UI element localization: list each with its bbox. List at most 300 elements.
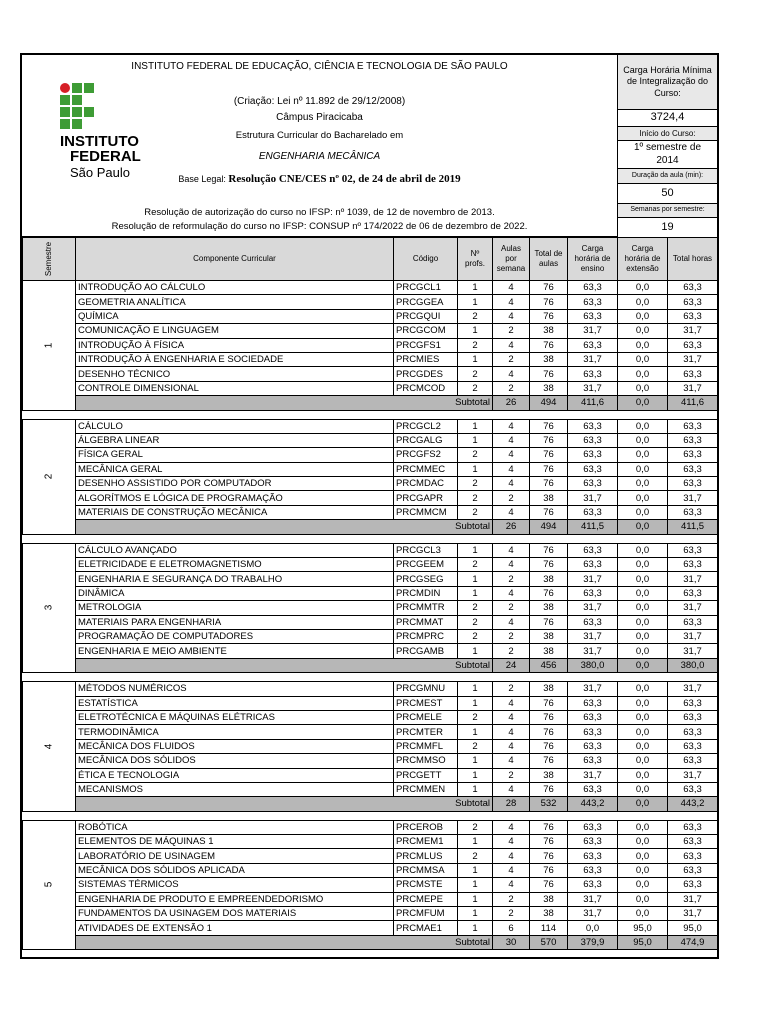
component-name: ELETROTÉCNICA E MÁQUINAS ELÉTRICAS <box>76 710 394 724</box>
extension-hours: 0,0 <box>618 367 668 381</box>
subtotal-label: Subtotal <box>76 396 493 410</box>
profs-count: 1 <box>458 696 493 710</box>
table-row <box>23 696 718 710</box>
extension-hours: 0,0 <box>618 892 668 906</box>
total-hours: 63,3 <box>668 820 718 834</box>
teaching-hours: 31,7 <box>568 352 618 366</box>
total-hours: 31,7 <box>668 491 718 505</box>
component-code: PRCGEEM <box>394 558 458 572</box>
total-classes: 76 <box>530 367 568 381</box>
table-row <box>23 338 718 352</box>
table-row <box>23 682 718 696</box>
semester-number: 1 <box>23 281 76 411</box>
table-row <box>23 601 718 615</box>
total-classes: 76 <box>530 725 568 739</box>
component-code: PRCMEST <box>394 696 458 710</box>
component-name: ALGORÍTMOS E LÓGICA DE PROGRAMAÇÃO <box>76 491 394 505</box>
weekly-classes: 4 <box>493 419 530 433</box>
teaching-hours: 31,7 <box>568 491 618 505</box>
reformulation-resolution: Resolução de reformulação do curso no IFSP: CONSUP nº 174/2022 de 06 de dezembro de 2022. <box>111 221 528 232</box>
component-code: PRCGAPR <box>394 491 458 505</box>
col-teaching-hours: Carga horária de ensino <box>568 238 618 281</box>
component-name: CÁLCULO <box>76 419 394 433</box>
legal-base <box>22 173 617 185</box>
total-hours: 31,7 <box>668 352 718 366</box>
component-code: PRCMMEC <box>394 462 458 476</box>
extension-hours: 0,0 <box>618 739 668 753</box>
weeks-value: 19 <box>618 218 717 237</box>
component-code: PRCMMSA <box>394 863 458 877</box>
total-hours: 63,3 <box>668 338 718 352</box>
total-hours: 63,3 <box>668 615 718 629</box>
teaching-hours: 63,3 <box>568 448 618 462</box>
teaching-hours: 63,3 <box>568 710 618 724</box>
profs-count: 2 <box>458 491 493 505</box>
col-code: Código <box>394 238 458 281</box>
weekly-classes: 4 <box>493 543 530 557</box>
profs-count: 2 <box>458 448 493 462</box>
subtotal-label: Subtotal <box>76 935 493 949</box>
course-name: ENGENHARIA MECÂNICA <box>258 151 381 162</box>
authorization-resolution: Resolução de autorização do curso no IFSP: nº 1039, de 12 de novembro de 2013. <box>144 207 495 218</box>
teaching-hours: 63,3 <box>568 338 618 352</box>
component-name: MECANISMOS <box>76 782 394 796</box>
component-code: PRCMDIN <box>394 586 458 600</box>
extension-hours: 0,0 <box>618 462 668 476</box>
component-code: PRCGCOM <box>394 324 458 338</box>
total-classes: 76 <box>530 586 568 600</box>
total-classes: 38 <box>530 381 568 395</box>
teaching-hours: 63,3 <box>568 367 618 381</box>
total-hours: 63,3 <box>668 725 718 739</box>
teaching-hours: 0,0 <box>568 921 618 935</box>
subtotal-classes: 456 <box>530 658 568 672</box>
semester-number: 3 <box>23 543 76 673</box>
weekly-classes: 2 <box>493 768 530 782</box>
profs-count: 1 <box>458 921 493 935</box>
col-extension-hours: Carga horária de extensão <box>618 238 668 281</box>
semester-number: 2 <box>23 419 76 534</box>
component-name: MATERIAIS DE CONSTRUÇÃO MECÂNICA <box>76 505 394 519</box>
component-code: PRCMEM1 <box>394 835 458 849</box>
table-row <box>23 572 718 586</box>
extension-hours: 0,0 <box>618 381 668 395</box>
extension-hours: 0,0 <box>618 601 668 615</box>
logo-green-square <box>84 83 94 93</box>
component-name: ATIVIDADES DE EXTENSÃO 1 <box>76 921 394 935</box>
profs-count: 1 <box>458 892 493 906</box>
table-row <box>23 309 718 323</box>
total-classes: 76 <box>530 615 568 629</box>
profs-count: 1 <box>458 835 493 849</box>
teaching-hours: 63,3 <box>568 863 618 877</box>
component-name: COMUNICAÇÃO E LINGUAGEM <box>76 324 394 338</box>
subtotal-extension: 0,0 <box>618 520 668 534</box>
table-row <box>23 586 718 600</box>
table-row <box>23 878 718 892</box>
table-row <box>23 324 718 338</box>
table-row <box>23 615 718 629</box>
weekly-classes: 2 <box>493 324 530 338</box>
total-hours: 63,3 <box>668 878 718 892</box>
extension-hours: 0,0 <box>618 754 668 768</box>
extension-hours: 0,0 <box>618 543 668 557</box>
extension-hours: 0,0 <box>618 352 668 366</box>
component-name: GEOMETRIA ANALÍTICA <box>76 295 394 309</box>
subtotal-extension: 0,0 <box>618 797 668 811</box>
total-classes: 76 <box>530 419 568 433</box>
extension-hours: 0,0 <box>618 849 668 863</box>
profs-count: 1 <box>458 295 493 309</box>
total-classes: 38 <box>530 491 568 505</box>
separator-cell <box>23 534 718 543</box>
course-info-panel <box>617 55 717 237</box>
component-name: MECÂNICA DOS SÓLIDOS APLICADA <box>76 863 394 877</box>
subtotal-extension: 0,0 <box>618 396 668 410</box>
weekly-classes: 4 <box>493 367 530 381</box>
weekly-classes: 4 <box>493 309 530 323</box>
teaching-hours: 63,3 <box>568 725 618 739</box>
profs-count: 1 <box>458 433 493 447</box>
total-hours: 31,7 <box>668 381 718 395</box>
separator-cell <box>23 673 718 682</box>
profs-count: 2 <box>458 820 493 834</box>
semester-number: 5 <box>23 820 76 950</box>
teaching-hours: 31,7 <box>568 629 618 643</box>
teaching-hours: 63,3 <box>568 849 618 863</box>
extension-hours: 0,0 <box>618 324 668 338</box>
table-row <box>23 505 718 519</box>
table-row <box>23 921 718 935</box>
total-hours: 63,3 <box>668 419 718 433</box>
component-code: PRCGCL1 <box>394 281 458 295</box>
total-hours: 63,3 <box>668 586 718 600</box>
total-classes: 38 <box>530 768 568 782</box>
table-row <box>23 710 718 724</box>
teaching-hours: 31,7 <box>568 572 618 586</box>
total-hours: 63,3 <box>668 281 718 295</box>
weekly-classes: 4 <box>493 477 530 491</box>
total-hours: 31,7 <box>668 892 718 906</box>
teaching-hours: 31,7 <box>568 907 618 921</box>
table-row <box>23 754 718 768</box>
profs-count: 1 <box>458 462 493 476</box>
component-name: QUÍMICA <box>76 309 394 323</box>
profs-count: 1 <box>458 281 493 295</box>
weekly-classes: 4 <box>493 586 530 600</box>
legal-base-label: Base Legal: <box>178 174 226 184</box>
total-classes: 76 <box>530 309 568 323</box>
total-hours: 63,3 <box>668 558 718 572</box>
total-classes: 76 <box>530 477 568 491</box>
component-code: PRCMFUM <box>394 907 458 921</box>
teaching-hours: 31,7 <box>568 892 618 906</box>
teaching-hours: 31,7 <box>568 768 618 782</box>
table-row <box>23 835 718 849</box>
extension-hours: 0,0 <box>618 448 668 462</box>
extension-hours: 0,0 <box>618 696 668 710</box>
weekly-classes: 6 <box>493 921 530 935</box>
subtotal-row <box>23 658 718 672</box>
total-hours: 63,3 <box>668 863 718 877</box>
weekly-classes: 4 <box>493 462 530 476</box>
weekly-classes: 4 <box>493 558 530 572</box>
table-row <box>23 448 718 462</box>
teaching-hours: 31,7 <box>568 644 618 658</box>
legal-base-resolution: Resolução CNE/CES nº 02, de 24 de abril de 2019 <box>228 173 461 185</box>
weekly-classes: 2 <box>493 601 530 615</box>
component-code: PRCMMFL <box>394 739 458 753</box>
extension-hours: 0,0 <box>618 505 668 519</box>
creation-law: (Criação: Lei nº 11.892 de 29/12/2008) <box>233 96 406 107</box>
total-hours: 63,3 <box>668 543 718 557</box>
component-code: PRCMMTR <box>394 601 458 615</box>
component-code: PRCMTER <box>394 725 458 739</box>
component-name: ROBÓTICA <box>76 820 394 834</box>
weekly-classes: 2 <box>493 682 530 696</box>
table-row <box>23 907 718 921</box>
weekly-classes: 2 <box>493 352 530 366</box>
total-classes: 38 <box>530 572 568 586</box>
subtotal-label: Subtotal <box>76 797 493 811</box>
table-row <box>23 367 718 381</box>
total-classes: 76 <box>530 558 568 572</box>
profs-count: 1 <box>458 543 493 557</box>
col-profs: Nº profs. <box>458 238 493 281</box>
component-code: PRCGDES <box>394 367 458 381</box>
weekly-classes: 2 <box>493 907 530 921</box>
table-row <box>23 863 718 877</box>
profs-count: 1 <box>458 644 493 658</box>
component-code: PRCEROB <box>394 820 458 834</box>
component-code: PRCMMCM <box>394 505 458 519</box>
component-code: PRCMEPE <box>394 892 458 906</box>
profs-count: 1 <box>458 863 493 877</box>
table-row <box>23 281 718 295</box>
total-classes: 76 <box>530 338 568 352</box>
component-code: PRCMMEN <box>394 782 458 796</box>
profs-count: 2 <box>458 338 493 352</box>
component-code: PRCMSTE <box>394 878 458 892</box>
subtotal-label: Subtotal <box>76 520 493 534</box>
extension-hours: 0,0 <box>618 878 668 892</box>
subtotal-teaching: 411,5 <box>568 520 618 534</box>
subtotal-total: 474,9 <box>668 935 718 949</box>
teaching-hours: 31,7 <box>568 601 618 615</box>
component-name: MECÂNICA DOS SÓLIDOS <box>76 754 394 768</box>
teaching-hours: 63,3 <box>568 696 618 710</box>
teaching-hours: 63,3 <box>568 586 618 600</box>
table-row <box>23 462 718 476</box>
component-name: ESTATÍSTICA <box>76 696 394 710</box>
profs-count: 2 <box>458 477 493 491</box>
component-name: SISTEMAS TÉRMICOS <box>76 878 394 892</box>
component-code: PRCGMNU <box>394 682 458 696</box>
table-row <box>23 739 718 753</box>
subtotal-row <box>23 797 718 811</box>
teaching-hours: 63,3 <box>568 309 618 323</box>
total-hours: 31,7 <box>668 572 718 586</box>
col-total-classes: Total de aulas <box>530 238 568 281</box>
subtotal-teaching: 411,6 <box>568 396 618 410</box>
min-hours-value: 3724,4 <box>618 110 717 127</box>
profs-count: 2 <box>458 309 493 323</box>
component-name: CÁLCULO AVANÇADO <box>76 543 394 557</box>
weekly-classes: 4 <box>493 710 530 724</box>
min-hours-label: Carga Horária Mínima de Integralização do Curso: <box>618 55 717 110</box>
teaching-hours: 63,3 <box>568 739 618 753</box>
subtotal-teaching: 380,0 <box>568 658 618 672</box>
campus-name: Câmpus Piracicaba <box>276 112 363 123</box>
semester-separator <box>23 673 718 682</box>
col-component: Componente Curricular <box>76 238 394 281</box>
total-hours: 31,7 <box>668 768 718 782</box>
component-name: ÉTICA E TECNOLOGIA <box>76 768 394 782</box>
total-classes: 76 <box>530 835 568 849</box>
document-header <box>22 55 717 237</box>
total-classes: 76 <box>530 281 568 295</box>
extension-hours: 95,0 <box>618 921 668 935</box>
extension-hours: 0,0 <box>618 295 668 309</box>
profs-count: 2 <box>458 615 493 629</box>
component-name: FÍSICA GERAL <box>76 448 394 462</box>
teaching-hours: 63,3 <box>568 419 618 433</box>
profs-count: 1 <box>458 907 493 921</box>
total-hours: 63,3 <box>668 754 718 768</box>
weekly-classes: 4 <box>493 782 530 796</box>
extension-hours: 0,0 <box>618 768 668 782</box>
teaching-hours: 63,3 <box>568 433 618 447</box>
component-name: INTRODUÇÃO À FÍSICA <box>76 338 394 352</box>
extension-hours: 0,0 <box>618 572 668 586</box>
weekly-classes: 4 <box>493 338 530 352</box>
separator-cell <box>23 811 718 820</box>
subtotal-classes: 494 <box>530 520 568 534</box>
extension-hours: 0,0 <box>618 586 668 600</box>
logo-text-sao-paulo: São Paulo <box>70 165 130 180</box>
component-name: METROLOGIA <box>76 601 394 615</box>
subtotal-weekly: 24 <box>493 658 530 672</box>
total-hours: 63,3 <box>668 849 718 863</box>
total-classes: 38 <box>530 352 568 366</box>
weekly-classes: 4 <box>493 295 530 309</box>
total-hours: 31,7 <box>668 629 718 643</box>
component-name: FUNDAMENTOS DA USINAGEM DOS MATERIAIS <box>76 907 394 921</box>
total-hours: 63,3 <box>668 739 718 753</box>
component-name: DINÂMICA <box>76 586 394 600</box>
total-classes: 38 <box>530 644 568 658</box>
curriculum-table <box>22 237 718 950</box>
profs-count: 2 <box>458 849 493 863</box>
weekly-classes: 2 <box>493 572 530 586</box>
weekly-classes: 4 <box>493 849 530 863</box>
course-start-value: 1º semestre de 2014 <box>618 141 717 169</box>
subtotal-row <box>23 520 718 534</box>
teaching-hours: 63,3 <box>568 558 618 572</box>
weekly-classes: 4 <box>493 433 530 447</box>
subtotal-label: Subtotal <box>76 658 493 672</box>
class-duration-label: Duração da aula (min): <box>618 169 717 184</box>
total-classes: 76 <box>530 448 568 462</box>
structure-title: Estrutura Curricular do Bacharelado em <box>235 130 404 141</box>
col-total-hours: Total horas <box>668 238 718 281</box>
extension-hours: 0,0 <box>618 710 668 724</box>
profs-count: 2 <box>458 505 493 519</box>
total-hours: 63,3 <box>668 448 718 462</box>
component-code: PRCGCL2 <box>394 419 458 433</box>
extension-hours: 0,0 <box>618 835 668 849</box>
profs-count: 2 <box>458 629 493 643</box>
table-row <box>23 433 718 447</box>
teaching-hours: 63,3 <box>568 835 618 849</box>
total-classes: 76 <box>530 433 568 447</box>
profs-count: 1 <box>458 572 493 586</box>
component-code: PRCGCL3 <box>394 543 458 557</box>
weekly-classes: 4 <box>493 448 530 462</box>
total-classes: 76 <box>530 782 568 796</box>
total-classes: 76 <box>530 739 568 753</box>
weekly-classes: 4 <box>493 878 530 892</box>
weekly-classes: 2 <box>493 381 530 395</box>
total-classes: 76 <box>530 849 568 863</box>
profs-count: 2 <box>458 381 493 395</box>
component-name: INTRODUÇÃO À ENGENHARIA E SOCIEDADE <box>76 352 394 366</box>
weekly-classes: 4 <box>493 696 530 710</box>
total-hours: 63,3 <box>668 295 718 309</box>
extension-hours: 0,0 <box>618 477 668 491</box>
total-classes: 76 <box>530 505 568 519</box>
profs-count: 2 <box>458 367 493 381</box>
profs-count: 2 <box>458 558 493 572</box>
weekly-classes: 4 <box>493 820 530 834</box>
table-row <box>23 295 718 309</box>
component-name: ÁLGEBRA LINEAR <box>76 433 394 447</box>
component-name: ELEMENTOS DE MÁQUINAS 1 <box>76 835 394 849</box>
teaching-hours: 63,3 <box>568 295 618 309</box>
weekly-classes: 2 <box>493 629 530 643</box>
total-hours: 31,7 <box>668 682 718 696</box>
total-hours: 31,7 <box>668 907 718 921</box>
total-hours: 63,3 <box>668 367 718 381</box>
total-hours: 63,3 <box>668 309 718 323</box>
component-code: PRCMAE1 <box>394 921 458 935</box>
teaching-hours: 31,7 <box>568 682 618 696</box>
component-code: PRCMDAC <box>394 477 458 491</box>
total-hours: 63,3 <box>668 710 718 724</box>
profs-count: 1 <box>458 682 493 696</box>
profs-count: 1 <box>458 586 493 600</box>
component-name: TERMODINÂMICA <box>76 725 394 739</box>
profs-count: 1 <box>458 324 493 338</box>
subtotal-extension: 0,0 <box>618 658 668 672</box>
teaching-hours: 63,3 <box>568 754 618 768</box>
extension-hours: 0,0 <box>618 907 668 921</box>
component-name: ENGENHARIA E MEIO AMBIENTE <box>76 644 394 658</box>
table-row <box>23 725 718 739</box>
component-name: LABORATÓRIO DE USINAGEM <box>76 849 394 863</box>
semester-separator <box>23 811 718 820</box>
weekly-classes: 2 <box>493 644 530 658</box>
weekly-classes: 4 <box>493 505 530 519</box>
profs-count: 1 <box>458 352 493 366</box>
extension-hours: 0,0 <box>618 682 668 696</box>
table-row <box>23 768 718 782</box>
subtotal-total: 380,0 <box>668 658 718 672</box>
profs-count: 1 <box>458 725 493 739</box>
component-code: PRCGGEA <box>394 295 458 309</box>
extension-hours: 0,0 <box>618 281 668 295</box>
teaching-hours: 63,3 <box>568 505 618 519</box>
